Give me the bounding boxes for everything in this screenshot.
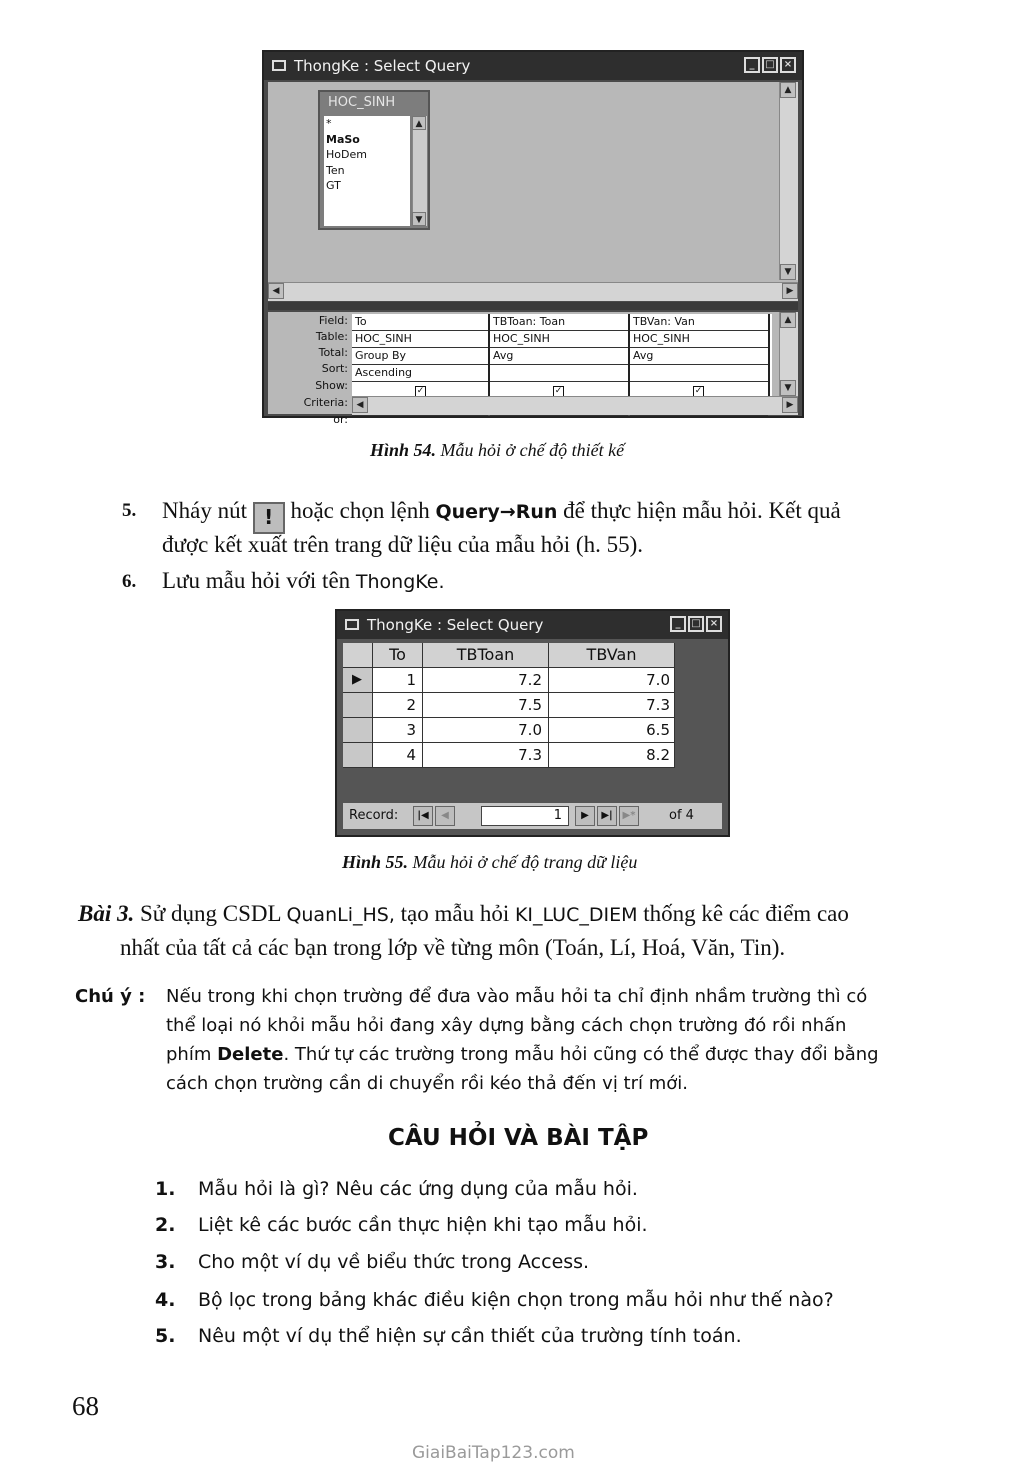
grid-table-cell[interactable]: HOC_SINH [630, 331, 768, 348]
current-record-icon[interactable]: ▶ [343, 668, 373, 692]
list-item [155, 1214, 648, 1236]
section-heading: CÂU HỎI VÀ BÀI TẬP [388, 1125, 649, 1151]
caption-label: Hình 55. [342, 852, 409, 872]
field-list-items [324, 116, 410, 226]
row-label-criteria: Criteria: [303, 396, 348, 409]
question-number: 5. [155, 1325, 176, 1347]
exercise-text-b: tạo mẫu hỏi [400, 901, 510, 926]
field-list-scrollbar[interactable] [412, 116, 427, 226]
design-window-title: ThongKe : Select Query [294, 57, 471, 75]
cell-tbtoan[interactable]: 7.0 [423, 718, 549, 742]
minimize-icon[interactable]: _ [670, 616, 686, 632]
cell-to[interactable]: 4 [373, 743, 423, 767]
field-item[interactable]: * [326, 117, 332, 130]
grid-field-cell[interactable]: TBToan: Toan [490, 314, 628, 331]
exercise-3-line2: nhất của tất cả các bạn trong lớp về từng môn (Toán, Lí, Hoá, Văn, Tin). [120, 935, 786, 960]
step-5-number: 5. [122, 500, 137, 521]
question-text: Liệt kê các bước cần thực hiện khi tạo mẫu hỏi. [198, 1214, 648, 1236]
table-row[interactable] [343, 693, 675, 718]
page-number: 68 [72, 1391, 99, 1421]
list-item [155, 1325, 742, 1347]
hoc-sinh-field-list[interactable] [318, 90, 430, 230]
grid-total-cell[interactable]: Group By [352, 348, 488, 365]
step-5-line2: được kết xuất trên trang dữ liệu của mẫu hỏi (h. 55). [162, 532, 643, 557]
figure-55-caption [342, 852, 637, 873]
scroll-right-icon[interactable]: ▶ [782, 283, 798, 299]
table-pane-vscroll[interactable] [779, 82, 798, 280]
step-6-number: 6. [122, 571, 137, 592]
design-window-titlebar [264, 52, 802, 80]
pane-splitter[interactable] [268, 302, 798, 310]
design-grid-pane [268, 312, 798, 426]
list-item [155, 1289, 834, 1311]
step-5-text-b: hoặc chọn lệnh [290, 498, 430, 523]
exercise-3 [78, 897, 1008, 932]
delete-key-text: Delete [217, 1044, 284, 1065]
note-line-4: cách chọn trường cần di chuyển rồi kéo thả đến vị trí mới. [166, 1073, 689, 1094]
row-selector[interactable] [343, 693, 373, 717]
row-label-show: Show: [315, 379, 348, 392]
table-pane-hscroll[interactable] [268, 282, 798, 301]
note-line-2: thể loại nó khỏi mẫu hỏi đang xây dựng bằng cách chọn trường đó rồi nhấn [166, 1015, 847, 1036]
question-number: 2. [155, 1214, 176, 1236]
record-number-input[interactable]: 1 [481, 806, 569, 826]
row-label-field: Field: [318, 314, 348, 327]
grid-field-cell[interactable]: To [352, 314, 488, 331]
row-selector[interactable] [343, 743, 373, 767]
scroll-down-icon[interactable]: ▼ [780, 264, 796, 280]
exercise-label: Bài 3. [78, 901, 135, 926]
datasheet-grid [343, 643, 675, 768]
run-exclamation-icon: ! [253, 502, 285, 534]
record-count: of 4 [669, 808, 694, 823]
query-window-icon [345, 619, 359, 630]
grid-table-cell[interactable]: HOC_SINH [490, 331, 628, 348]
query-name: ThongKe. [355, 571, 445, 593]
grid-field-cell[interactable]: TBVan: Van [630, 314, 768, 331]
close-icon[interactable]: × [706, 616, 722, 632]
caption-text: Mẫu hỏi ở chế độ trang dữ liệu [412, 852, 638, 872]
query-run-command: Query→Run [435, 501, 558, 523]
minimize-icon[interactable]: _ [744, 57, 760, 73]
step-5-text-c: để thực hiện mẫu hỏi. Kết quả [563, 498, 841, 523]
checkbox-checked-icon[interactable]: ✓ [694, 386, 703, 396]
field-item[interactable]: GT [326, 179, 341, 192]
figure-54-caption [370, 440, 624, 461]
question-number: 3. [155, 1251, 176, 1273]
grid-sort-cell[interactable] [630, 365, 768, 382]
question-text: Cho một ví dụ về biểu thức trong Access. [198, 1251, 590, 1273]
scroll-up-icon[interactable]: ▲ [780, 312, 796, 328]
table-row[interactable] [343, 743, 675, 768]
scroll-down-icon[interactable]: ▼ [412, 212, 426, 226]
field-item[interactable]: MaSo [326, 132, 360, 146]
list-item [155, 1251, 589, 1273]
cell-tbtoan[interactable]: 7.3 [423, 743, 549, 767]
row-label-or: or: [333, 413, 348, 426]
exercise-text-c: thống kê các điểm cao [643, 901, 849, 926]
query-design-window [262, 50, 804, 426]
close-icon[interactable]: × [780, 57, 796, 73]
row-label-total: Total: [318, 346, 348, 359]
note-text: . Thứ tự các trường trong mẫu hỏi cũng có thể được thay đổi bằng [283, 1044, 879, 1065]
maximize-icon[interactable]: □ [762, 57, 778, 73]
table-row[interactable] [343, 718, 675, 743]
cell-tbvan[interactable]: 7.3 [549, 693, 675, 717]
record-navigator [343, 803, 722, 829]
database-name: QuanLi_HS, [286, 904, 395, 926]
record-label: Record: [349, 808, 399, 823]
maximize-icon[interactable]: □ [688, 616, 704, 632]
cell-tbvan[interactable]: 8.2 [549, 743, 675, 767]
table-row[interactable] [343, 668, 675, 693]
scroll-up-icon[interactable]: ▲ [780, 82, 796, 98]
column-header[interactable]: TBVan [549, 643, 675, 667]
checkbox-checked-icon[interactable]: ✓ [554, 386, 563, 396]
column-header[interactable]: TBToan [423, 643, 549, 667]
exercise-text-a: Sử dụng CSDL [139, 901, 281, 926]
list-item [155, 1178, 638, 1200]
scroll-right-icon[interactable]: ▶ [782, 397, 798, 413]
cell-tbtoan[interactable]: 7.5 [423, 693, 549, 717]
grid-hscroll[interactable] [352, 396, 798, 415]
datasheet-header-row [343, 643, 675, 668]
field-item[interactable]: Ten [326, 163, 345, 177]
note-text: phím [166, 1044, 212, 1065]
cell-to[interactable]: 3 [373, 718, 423, 742]
watermark: GiaiBaiTap123.com [412, 1443, 575, 1463]
query-window-icon [272, 60, 286, 71]
table-pane [268, 82, 798, 300]
grid-total-cell[interactable]: Avg [630, 348, 768, 365]
previous-record-icon[interactable]: ◀ [435, 806, 455, 826]
note-label: Chú ý : [75, 986, 146, 1007]
grid-sort-cell[interactable]: Ascending [352, 365, 488, 382]
question-text: Nêu một ví dụ thể hiện sự cần thiết của trường tính toán. [198, 1325, 742, 1347]
field-list-title: HOC_SINH [328, 95, 396, 110]
question-number: 4. [155, 1289, 176, 1311]
grid-total-cell[interactable]: Avg [490, 348, 628, 365]
next-record-icon[interactable]: ▶ [575, 806, 595, 826]
question-number: 1. [155, 1178, 176, 1200]
step-6-text-a: Lưu mẫu hỏi với tên [162, 568, 351, 593]
scroll-up-icon[interactable]: ▲ [412, 116, 426, 130]
column-header[interactable]: To [373, 643, 423, 667]
grid-vscroll[interactable] [779, 312, 798, 396]
row-label-sort: Sort: [321, 362, 348, 375]
first-record-icon[interactable]: |◀ [413, 806, 433, 826]
step-6-text [162, 564, 445, 599]
grid-row-labels [268, 312, 348, 428]
scroll-down-icon[interactable]: ▼ [780, 380, 796, 396]
note-line-3 [166, 1040, 879, 1069]
corner-selector[interactable] [343, 643, 373, 667]
cell-tbtoan[interactable]: 7.2 [423, 668, 549, 692]
note-line-1: Nếu trong khi chọn trường để đưa vào mẫu hỏi ta chỉ định nhầm trường thì có [166, 986, 868, 1007]
cell-tbvan[interactable]: 7.0 [549, 668, 675, 692]
query-name: KI_LUC_DIEM [514, 904, 638, 926]
field-item[interactable]: HoDem [326, 148, 367, 161]
question-text: Mẫu hỏi là gì? Nêu các ứng dụng của mẫu hỏi. [198, 1178, 638, 1200]
cell-tbvan[interactable]: 6.5 [549, 718, 675, 742]
scroll-left-icon[interactable]: ◀ [352, 397, 368, 413]
query-datasheet-window [335, 609, 730, 837]
caption-label: Hình 54. [370, 440, 437, 460]
scroll-left-icon[interactable]: ◀ [268, 283, 284, 299]
cell-to[interactable]: 1 [373, 668, 423, 692]
datasheet-titlebar [337, 611, 728, 639]
row-label-table: Table: [315, 330, 348, 343]
grid-sort-cell[interactable] [490, 365, 628, 382]
row-selector[interactable] [343, 718, 373, 742]
last-record-icon[interactable]: ▶| [597, 806, 617, 826]
cell-to[interactable]: 2 [373, 693, 423, 717]
caption-text: Mẫu hỏi ở chế độ thiết kế [440, 440, 625, 460]
step-5-text-a: Nháy nút [162, 498, 247, 523]
checkbox-checked-icon[interactable]: ✓ [416, 386, 425, 396]
grid-table-cell[interactable]: HOC_SINH [352, 331, 488, 348]
question-text: Bộ lọc trong bảng khác điều kiện chọn trong mẫu hỏi như thế nào? [198, 1289, 834, 1311]
new-record-icon[interactable]: ▶* [619, 806, 639, 826]
datasheet-title: ThongKe : Select Query [367, 616, 544, 634]
